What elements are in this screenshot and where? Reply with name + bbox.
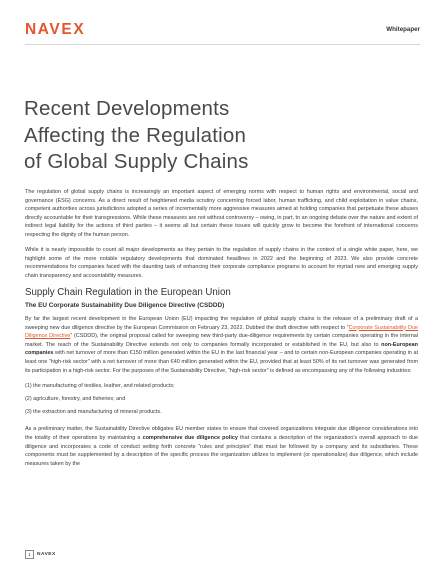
bold-text: comprehensive due diligence policy [142,434,238,441]
intro-paragraph: The regulation of global supply chains is increasingly an important aspect of emerging norms with respect to human rights and environmental, social and governance (ESG) concerns. As a direct result of heightened media scrutiny concerning forced labor, human trafficking, and child exploitation in value chains, competent authorities across jurisdictions adopted a series of incrementally more aggressive measures aimed at holding companies that perpetuate these abuses directly accountable for their transgressions. While these measures are not without controversy – owing, in part, to an ongoing debate over the nature and extent of indirect legal liability for the actions of third parties – it seems all but certain these issues will quickly grow to become the forefront of international concerns respecting the dignity of the human person. [25,189,418,238]
title-line: Recent Developments [24,97,230,120]
navex-logo: NAVEX [25,21,86,38]
body-paragraph [25,315,418,375]
list-item: (1) the manufacturing of textiles, leather, and related products; [25,382,175,389]
page-number: 1 [25,550,34,559]
footer-brand: NAVEX [37,551,56,557]
document-title [24,96,354,176]
list-item: (3) the extraction and manufacturing of mineral products. [25,408,162,415]
list-item: (2) agriculture, forestry, and fisheries; and [25,395,126,402]
document-body [25,188,418,475]
header-divider [25,44,420,45]
text-run: ” (CSDDD), the original proposal called for sweeping new third-party due-diligence requirements by certain companies operating in the internal market. The reach of the Sustainability Directive extends not only to companies formally incorporated or established in the EU, but also to [25,333,418,348]
section-subheading: The EU Corporate Sustainability Due Diligence Directive (CSDDD) [25,301,225,309]
text-run: with net turnover of more than €150 million generated within the EU in the last financial year – and to certain non-European companies operating in at least one “high-risk sector” with a net turnover of more than €40 million generated within the EU, provided that at least 50% of its net turnover was generated from its participation in a high-risk sector. For the purposes of the Sustainability Directive, “high-risk sector” is defined as encompassing any of the following industries: [25,350,418,374]
document-type-label: Whitepaper [386,26,420,33]
text-run: By far the largest recent development in the European Union (EU) impacting the regulation of global supply chains is the release of a preliminary draft of a sweeping new due diligence directive by the European Commission on February 23, 2022. Dubbed the draft directive with respect to “ [25,315,418,331]
bold-text: non-European companies [25,341,418,357]
title-line: Affecting the Regulation [24,123,247,147]
page-footer [25,549,56,559]
intro-paragraph: While it is nearly impossible to count all major developments as they pertain to the regulation of supply chains in the context of a single white paper, here, we highlight some of the more notable regulatory developments that dominated headlines in 2022 and the beginning of 2023. We also provide concrete recommendations for companies faced with the daunting task of enhancing their corporate compliance programs to account for myriad new and emerging supply chain transparency and accountability measures. [25,247,418,279]
section-heading: Supply Chain Regulation in the European Union [25,286,231,298]
text-run: that contains a description of the organization's overall approach to due diligence and incorporates a code of conduct setting forth concrete “rules and principles” that must be followed by a company and its subsidiaries. These components must be supplemented by a description of the specific process the organization utilizes to implement (or operationalize) due diligence, which include measures taken by the [25,434,418,467]
body-paragraph [25,425,418,468]
title-line: of Global Supply Chains [24,150,249,173]
text-run: As a preliminary matter, the Sustainability Directive obligates EU member states to ensure that covered organizations integrate due diligence considerations into the totality of their operations by maintaining a [25,426,418,441]
csddd-link[interactable]: Corporate Sustainability Due Diligence Directive [25,324,419,340]
